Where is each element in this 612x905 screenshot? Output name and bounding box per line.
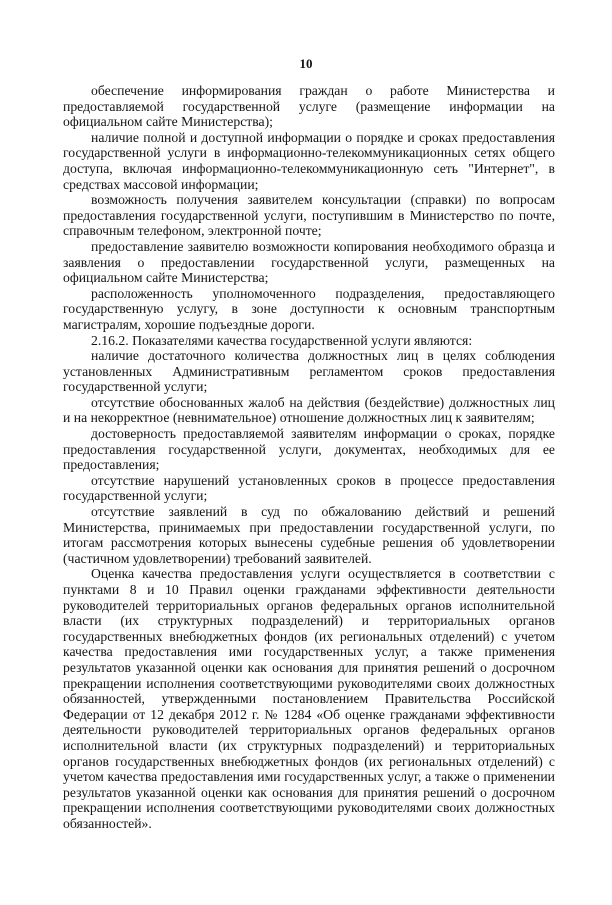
paragraph-quality-assessment: Оценка качества предоставления услуги осуществляется в соответствии с пунктами 8 и 10 Правил оценки гражданами эффективности деятельности руководителей территориальных органов федеральных органов исполнительной власти (их структурных подразделений) и территориальных органов государственных внебюджетных фондов (их региональных отделений) с учетом качества предоставления ими государственных услуг, а также применения результатов указанной оценки как основания для принятия решений о досрочном прекращении исполнения соответствующими руководителями своих должностных обязанностей, утвержденными постановлением Правительства Российской Федерации от 12 декабря 2012 г. № 1284 «Об оценке гражданами эффективности деятельности руководителей территориальных органов федеральных органов исполнительной власти (их структурных подразделений) и территориальных органов государственных внебюджетных фондов (их региональных отделений) с учетом качества предоставления ими государственных услуг, а также о применении результатов указанной оценки как основания для принятия решений о досрочном прекращении исполнения соответствующими руководителями своих должностных обязанностей». bbox=[63, 566, 555, 831]
paragraph-staff-sufficiency: наличие достаточного количества должностных лиц в целях соблюдения установленных Административным регламентом сроков предоставления государственной услуги; bbox=[63, 348, 555, 395]
paragraph-no-deadline-violations: отсутствие нарушений установленных сроков в процессе предоставления государственной услуги; bbox=[63, 472, 555, 504]
paragraph-copying-forms: предоставление заявителю возможности копирования необходимого образца и заявления о предоставлении государственной услуги, размещенных на официальном сайте Министерства; bbox=[63, 238, 555, 286]
document-body bbox=[63, 83, 555, 832]
paragraph-informing-citizens: обеспечение информирования граждан о работе Министерства и предоставляемой государственной услуге (размещение информации на официальном сайте Министерства); bbox=[63, 83, 555, 130]
page-number: 10 bbox=[299, 56, 313, 71]
paragraph-no-complaints: отсутствие обоснованных жалоб на действия (бездействие) должностных лиц и на некорректное (невнимательное) отношение должностных лиц к заявителям; bbox=[63, 394, 555, 426]
paragraph-consultation: возможность получения заявителем консультации (справки) по вопросам предоставления государственной услуги, поступившим в Министерство по почте, справочным телефоном, электронной почте; bbox=[63, 192, 555, 239]
paragraph-info-reliability: достоверность предоставляемой заявителям информации о сроках, порядке предоставления государственной услуги, документах, необходимых для ее предоставления; bbox=[63, 426, 555, 473]
paragraph-info-availability: наличие полной и доступной информации о порядке и сроках предоставления государственной услуги в информационно-телекоммуникационных сетях общего доступа, включая информационно-телекоммуникационную сеть "Интернет", в средствах массовой информации; bbox=[63, 129, 555, 192]
paragraph-location: расположенность уполномоченного подразделения, предоставляющего государственную услугу, в зоне доступности к основным транспортным магистралям, хорошие подъездные дороги. bbox=[63, 285, 555, 332]
paragraph-quality-indicators-heading: 2.16.2. Показателями качества государственной услуги являются: bbox=[91, 332, 473, 348]
paragraph-no-court-claims: отсутствие заявлений в суд по обжалованию действий и решений Министерства, принимаемых при предоставлении государственной услуги, по итогам рассмотрения которых вынесены судебные решения об удовлетворении (частичном удовлетворении) требований заявителей. bbox=[63, 504, 555, 566]
